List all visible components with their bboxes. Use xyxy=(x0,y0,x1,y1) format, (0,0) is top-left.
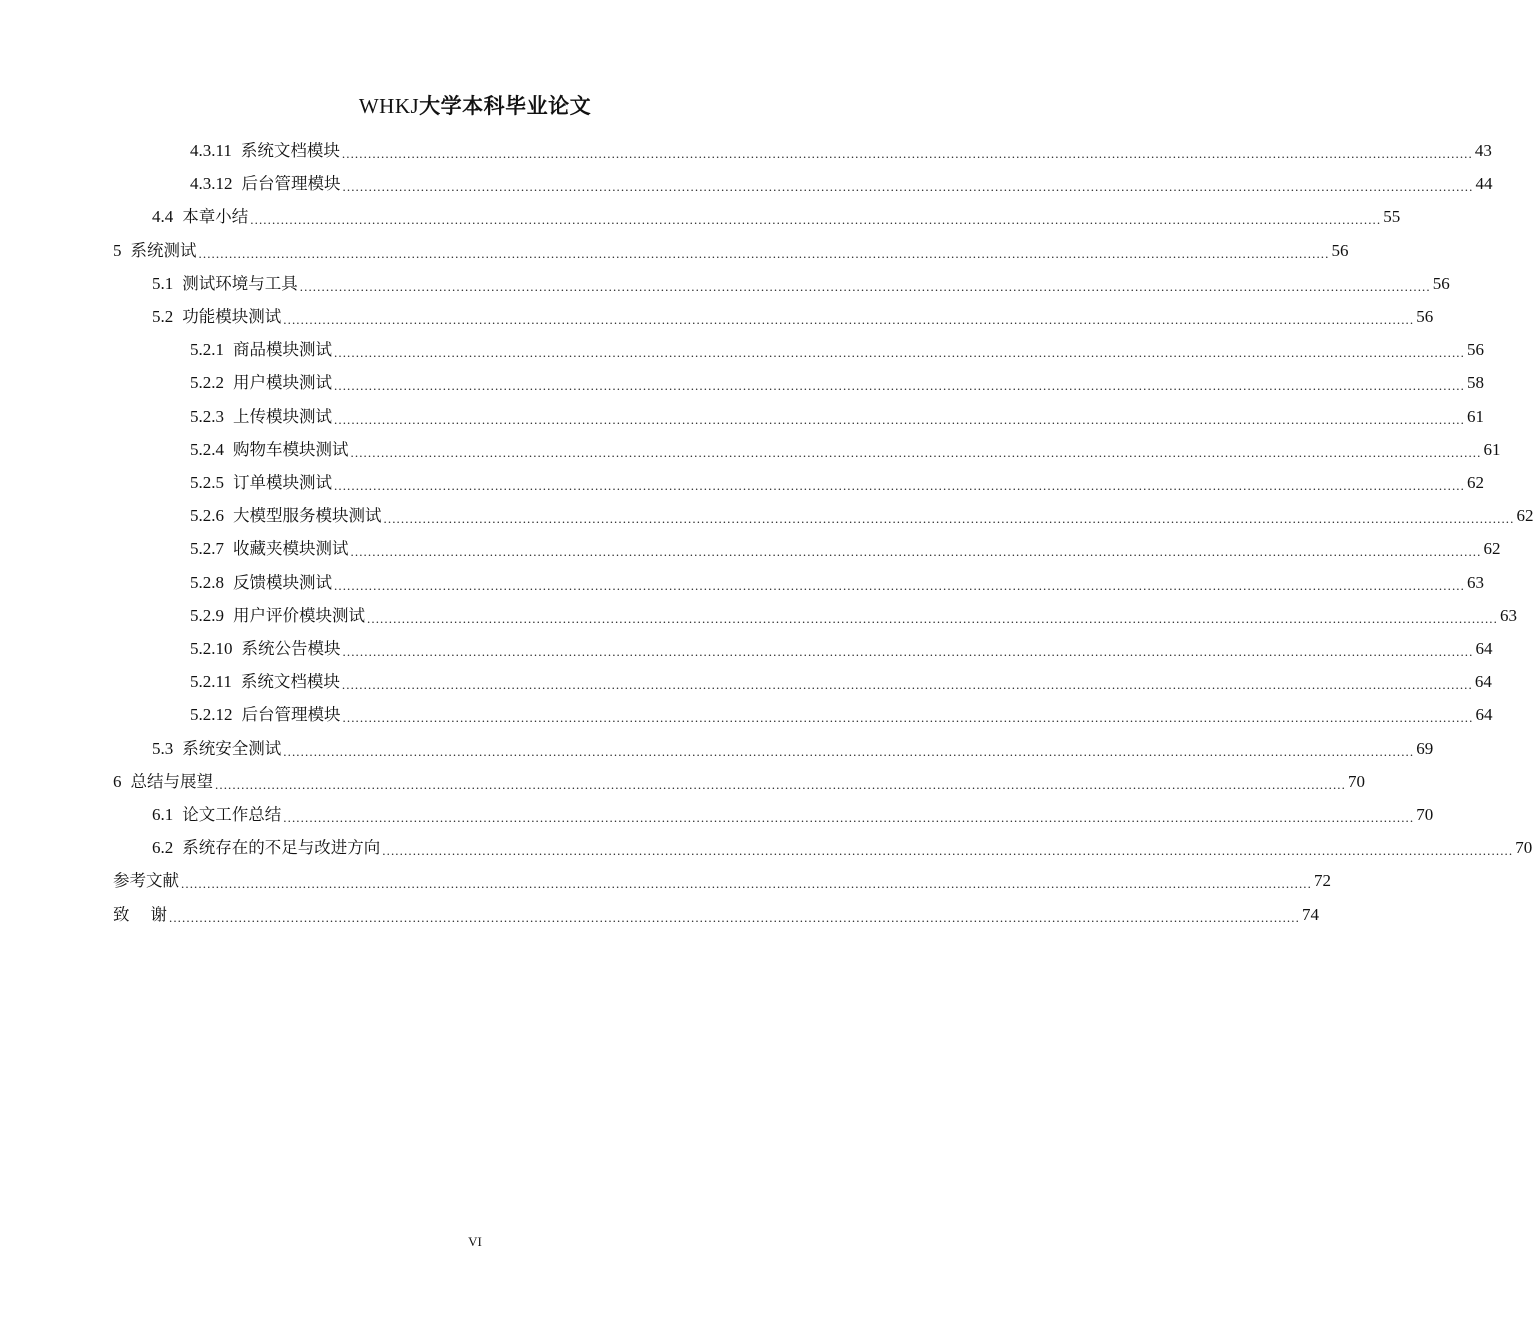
toc-leader-dots: .................................................................................................................................................................................................................................................................... xyxy=(334,478,1465,493)
toc-entry-number: 5.3 xyxy=(152,739,174,758)
toc-entry[interactable] xyxy=(190,466,1484,499)
toc-entry-title: 大模型服务模块测试 xyxy=(233,506,382,525)
toc-entry[interactable] xyxy=(190,599,1517,632)
toc-leader-dots: .................................................................................................................................................................................................................................................................... xyxy=(299,279,1431,294)
toc-leader-dots: .................................................................................................................................................................................................................................................................... xyxy=(350,544,1482,559)
toc-leader-dots: .................................................................................................................................................................................................................................................................... xyxy=(283,312,1415,327)
toc-entry-title: 上传模块测试 xyxy=(233,407,332,426)
toc-leader-dots: .................................................................................................................................................................................................................................................................... xyxy=(215,777,1346,792)
toc-entry-title: 购物车模块测试 xyxy=(233,440,349,459)
toc-entry-number: 5.2.11 xyxy=(190,672,232,691)
toc-entry-number: 5 xyxy=(113,241,122,260)
toc-leader-dots: .................................................................................................................................................................................................................................................................... xyxy=(250,212,1382,227)
toc-entry-page: 62 xyxy=(1516,506,1534,525)
toc-leader-dots: .................................................................................................................................................................................................................................................................... xyxy=(383,511,1515,526)
toc-entry-title: 总结与展望 xyxy=(130,772,213,791)
toc-entry-number: 4.3.12 xyxy=(190,174,233,193)
toc-entry-number: 5.2.8 xyxy=(190,573,224,592)
toc-leader-dots: .................................................................................................................................................................................................................................................................... xyxy=(168,910,1300,925)
toc-entry[interactable] xyxy=(152,300,1434,333)
toc-entry-number: 6 xyxy=(113,772,122,791)
toc-entry-title: 系统存在的不足与改进方向 xyxy=(182,838,381,857)
toc-entry[interactable] xyxy=(152,732,1434,765)
toc-entry-title: 系统文档模块 xyxy=(240,141,340,160)
header-title-latin: WHKJ xyxy=(358,94,420,118)
toc-entry-number: 5.2.1 xyxy=(190,340,224,359)
toc-entry-number: 5.2.2 xyxy=(190,373,224,392)
toc-entry-number: 4.4 xyxy=(152,207,174,226)
toc-entry-title: 系统文档模块 xyxy=(240,672,340,691)
toc-entry-title: 用户模块测试 xyxy=(233,373,332,392)
toc-entry-title: 商品模块测试 xyxy=(233,340,332,359)
toc-entry[interactable] xyxy=(190,433,1501,466)
toc-entry-title: 系统测试 xyxy=(130,241,197,260)
toc-entry-page: 70 xyxy=(1348,772,1365,791)
toc-entry-page: 62 xyxy=(1467,473,1484,492)
toc-entry-title: 系统公告模块 xyxy=(241,639,341,658)
toc-leader-dots: .................................................................................................................................................................................................................................................................... xyxy=(342,179,1474,194)
toc-entry-number: 5.2.6 xyxy=(190,506,224,525)
toc-leader-dots: .................................................................................................................................................................................................................................................................... xyxy=(341,146,1473,161)
toc-entry-title: 订单模块测试 xyxy=(233,473,332,492)
toc-entry-number: 6.1 xyxy=(152,805,174,824)
toc-entry-page: 74 xyxy=(1301,905,1319,924)
toc-entry[interactable] xyxy=(190,366,1484,399)
toc-entry-title: 收藏夹模块测试 xyxy=(233,539,349,558)
toc-entry-page: 56 xyxy=(1467,340,1484,359)
toc-entry-title: 论文工作总结 xyxy=(182,805,282,824)
toc-entry-page: 64 xyxy=(1474,672,1492,691)
toc-entry[interactable] xyxy=(113,234,1349,267)
toc-entry-title: 本章小结 xyxy=(182,207,249,226)
toc-entry-page: 56 xyxy=(1432,274,1450,293)
toc-entry-number: 5.2.5 xyxy=(190,473,224,492)
toc-entry[interactable] xyxy=(190,499,1534,532)
toc-entry[interactable] xyxy=(152,798,1434,831)
toc-entry-title: 用户评价模块测试 xyxy=(233,606,365,625)
toc-entry-number: 5.2.12 xyxy=(190,705,233,724)
toc-entry[interactable] xyxy=(113,864,1331,897)
toc-leader-dots: .................................................................................................................................................................................................................................................................... xyxy=(334,578,1465,593)
toc-entry-page: 64 xyxy=(1475,639,1493,658)
toc-entry-number: 6.2 xyxy=(152,838,174,857)
toc-entry-title: 功能模块测试 xyxy=(182,307,282,326)
toc-entry-page: 44 xyxy=(1475,174,1493,193)
toc-leader-dots: .................................................................................................................................................................................................................................................................... xyxy=(283,744,1415,759)
toc-entry-number: 5.2 xyxy=(152,307,174,326)
toc-entry-page: 70 xyxy=(1515,838,1533,857)
toc-entry-page: 63 xyxy=(1500,606,1517,625)
toc-entry-page: 56 xyxy=(1416,307,1434,326)
toc-entry-title: 反馈模块测试 xyxy=(233,573,332,592)
toc-leader-dots: .................................................................................................................................................................................................................................................................... xyxy=(342,710,1474,725)
toc-entry-page: 63 xyxy=(1467,573,1484,592)
toc-leader-dots: .................................................................................................................................................................................................................................................................... xyxy=(342,644,1474,659)
toc-entry-title: 致 谢 xyxy=(113,905,167,924)
toc-leader-dots: .................................................................................................................................................................................................................................................................... xyxy=(334,412,1465,427)
toc-leader-dots: .................................................................................................................................................................................................................................................................... xyxy=(198,246,1330,261)
toc-entry-title: 系统安全测试 xyxy=(182,739,282,758)
toc-entry-page: 72 xyxy=(1314,871,1331,890)
toc-entry-page: 55 xyxy=(1383,207,1401,226)
toc-entry-number: 5.2.7 xyxy=(190,539,224,558)
toc-entry[interactable] xyxy=(113,765,1365,798)
toc-entry-number: 5.1 xyxy=(152,274,174,293)
toc-entry[interactable] xyxy=(190,134,1492,167)
toc-entry-title: 后台管理模块 xyxy=(241,174,341,193)
toc-entry-page: 62 xyxy=(1483,539,1501,558)
toc-entry[interactable] xyxy=(190,532,1501,565)
toc-entry-number: 5.2.9 xyxy=(190,606,224,625)
toc-entry-page: 69 xyxy=(1416,739,1434,758)
toc-leader-dots: .................................................................................................................................................................................................................................................................... xyxy=(334,378,1465,393)
toc-leader-dots: .................................................................................................................................................................................................................................................................... xyxy=(367,611,1498,626)
page-number: VI xyxy=(468,1234,482,1249)
toc-entry[interactable] xyxy=(113,898,1319,931)
toc-entry-number: 5.2.4 xyxy=(190,440,224,459)
toc-leader-dots: .................................................................................................................................................................................................................................................................... xyxy=(181,876,1312,891)
toc-entry-page: 70 xyxy=(1416,805,1434,824)
toc-entry-page: 61 xyxy=(1467,407,1484,426)
toc-entry-page: 43 xyxy=(1474,141,1492,160)
toc-entry[interactable] xyxy=(190,632,1493,665)
toc-entry[interactable] xyxy=(152,200,1401,233)
page-header xyxy=(0,92,950,120)
toc-leader-dots: .................................................................................................................................................................................................................................................................... xyxy=(334,345,1465,360)
toc-entry[interactable] xyxy=(190,566,1484,599)
toc-entry[interactable] xyxy=(190,665,1492,698)
toc-entry-title: 后台管理模块 xyxy=(241,705,341,724)
toc-entry-title: 参考文献 xyxy=(113,871,179,890)
toc-entry-page: 64 xyxy=(1475,705,1493,724)
toc-entry[interactable] xyxy=(190,400,1484,433)
toc-leader-dots: .................................................................................................................................................................................................................................................................... xyxy=(341,677,1473,692)
toc-leader-dots: .................................................................................................................................................................................................................................................................... xyxy=(350,445,1482,460)
toc-entry[interactable] xyxy=(190,698,1493,731)
toc-entry[interactable] xyxy=(190,333,1484,366)
toc-entry-number: 5.2.3 xyxy=(190,407,224,426)
toc-leader-dots: .................................................................................................................................................................................................................................................................... xyxy=(283,810,1415,825)
toc-entry[interactable] xyxy=(152,267,1450,300)
header-title-cjk: 大学本科毕业论文 xyxy=(419,94,592,118)
toc-entry-page: 61 xyxy=(1483,440,1501,459)
toc-entry-page: 56 xyxy=(1331,241,1349,260)
toc-leader-dots: .................................................................................................................................................................................................................................................................... xyxy=(382,843,1514,858)
toc-entry-page: 58 xyxy=(1467,373,1484,392)
toc-entry-title: 测试环境与工具 xyxy=(182,274,298,293)
toc-entry[interactable] xyxy=(190,167,1493,200)
toc-entry-number: 5.2.10 xyxy=(190,639,233,658)
toc-entry-number: 4.3.11 xyxy=(190,141,232,160)
toc-entry[interactable] xyxy=(152,831,1533,864)
